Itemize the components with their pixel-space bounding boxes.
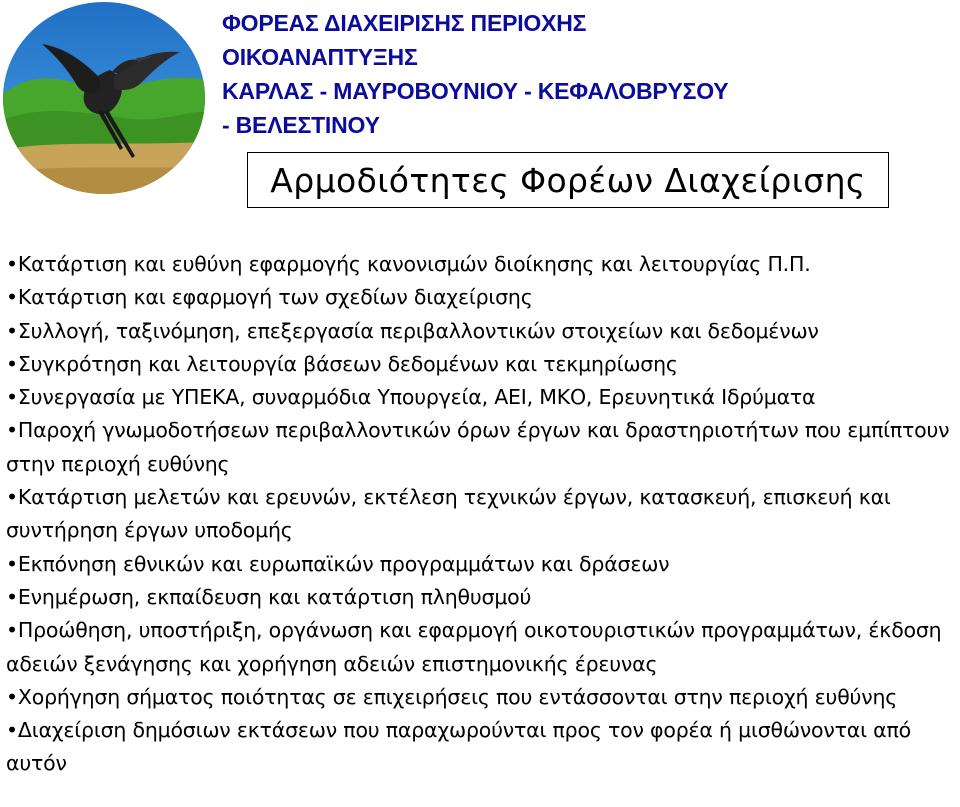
bullet-icon: • [6,551,18,576]
list-item [6,348,958,381]
list-item [6,581,958,614]
list-item-text: Συνεργασία με ΥΠΕΚΑ, συναρμόδια Υπουργεία, ΑΕΙ, ΜΚΟ, Ερευνητικά Ιδρύματα [17,385,816,410]
list-item-text: Παροχή γνωμοδοτήσεων περιβαλλοντικών όρων έργων και δραστηριοτήτων που εμπίπτουν στην περιοχή ευθύνης [6,418,950,476]
bullet-icon: • [6,318,18,343]
list-item [6,381,958,414]
bullet-icon: • [6,351,18,376]
list-item-text: Εκπόνηση εθνικών και ευρωπαϊκών προγραμμάτων και δράσεων [17,551,670,576]
bullet-icon: • [6,618,18,643]
list-item [6,681,958,714]
list-item [6,315,958,348]
organization-title [222,6,782,142]
list-item-text: Ενημέρωση, εκπαίδευση και κατάρτιση πληθυσμού [17,584,532,609]
bullet-icon: • [6,485,18,510]
list-item [6,248,958,281]
bullet-icon: • [6,385,18,410]
bullet-icon: • [6,285,18,310]
list-item [6,481,958,548]
organization-title-line: - ΒΕΛΕΣΤΙΝΟΥ [222,112,380,138]
list-item-text: Κατάρτιση και εφαρμογή των σχεδίων διαχείρισης [17,285,533,310]
list-item [6,548,958,581]
list-item [6,614,958,681]
list-item-text: Κατάρτιση και ευθύνη εφαρμογής κανονισμών διοίκησης και λειτουργίας Π.Π. [17,252,811,276]
bullet-icon: • [6,684,18,709]
heron-logo-icon [2,0,207,196]
list-item [6,414,958,481]
list-item-text: Χορήγηση σήματος ποιότητας σε επιχειρήσεις που εντάσσονται στην περιοχή ευθύνης [17,684,898,709]
organization-title-line: ΦΟΡΕΑΣ ΔΙΑΧΕΙΡΙΣΗΣ ΠΕΡΙΟΧΗΣ [222,10,587,36]
list-item-text: Συγκρότηση και λειτουργία βάσεων δεδομένων και τεκμηρίωσης [17,351,678,376]
responsibilities-list [6,248,958,781]
bullet-icon: • [6,718,18,743]
list-item-text: Κατάρτιση μελετών και ερευνών, εκτέλεση τεχνικών έργων, κατασκευή, επισκευή και συντήρηση έργων υποδομής [6,485,891,543]
list-item [6,714,958,781]
bullet-icon: • [6,584,18,609]
bullet-icon: • [6,252,18,276]
list-item-text: Συλλογή, ταξινόμηση, επεξεργασία περιβαλλοντικών στοιχείων και δεδομένων [17,318,819,343]
list-item-text: Διαχείριση δημόσιων εκτάσεων που παραχωρούνται προς τον φορέα ή μισθώνονται από αυτόν [6,718,911,776]
organization-title-line: ΟΙΚΟΑΝΑΠΤΥΞΗΣ [222,44,418,70]
list-item-text: Προώθηση, υποστήριξη, οργάνωση και εφαρμογή οικοτουριστικών προγραμμάτων, έκδοση αδειών ξενάγησης και χορήγηση αδειών επιστημονικής έρευνας [6,618,942,676]
heading-box [247,152,889,208]
bullet-icon: • [6,418,18,443]
organization-title-line: ΚΑΡΛΑΣ - ΜΑΥΡΟΒΟΥΝΙΟΥ - ΚΕΦΑΛΟΒΡΥΣΟΥ [222,78,729,104]
list-item [6,281,958,314]
page-heading: Αρμοδιότητες Φορέων Διαχείρισης [270,160,866,200]
